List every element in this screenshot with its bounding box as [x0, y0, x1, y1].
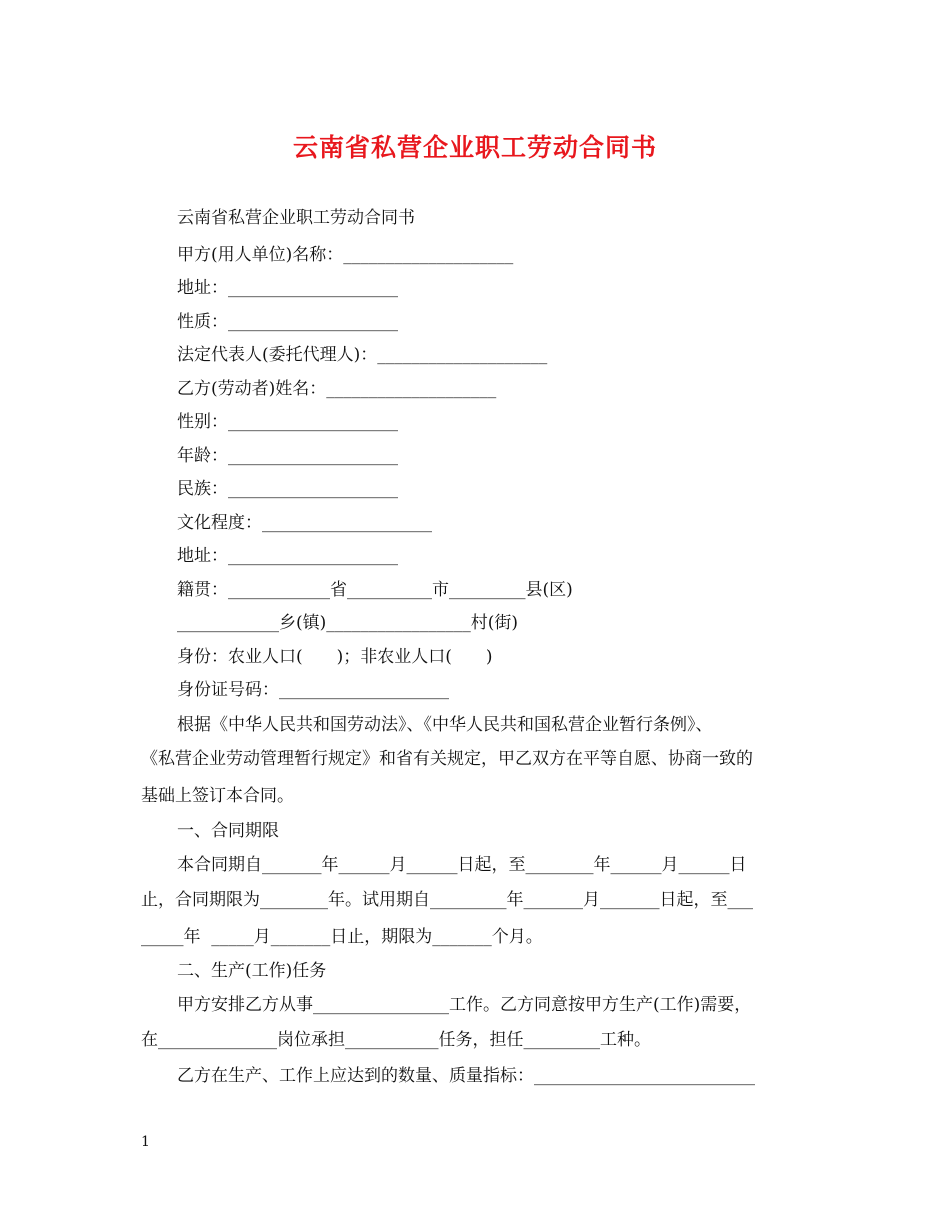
text-line: 地址：____________________ [177, 278, 398, 298]
text-line: 在______________岗位承担___________任务，担任_________工种。 [141, 1030, 651, 1050]
text-line: 《私营企业劳动管理暂行规定》和省有关规定，甲乙双方在平等自愿、协商一致的 [141, 749, 753, 769]
text-line: 文化程度：____________________ [177, 513, 432, 533]
text-line: 云南省私营企业职工劳动合同书 [177, 208, 415, 228]
text-line: 乙方(劳动者)姓名：____________________ [177, 379, 497, 399]
text-line: 性别：____________________ [177, 412, 398, 432]
text-line: 籍贯：____________省__________市_________县(区) [177, 580, 573, 600]
text-line: 法定代表人(委托代理人)：____________________ [177, 345, 548, 365]
text-line: 基础上签订本合同。 [141, 786, 294, 806]
page-number: 1 [141, 1134, 150, 1150]
text-line: 甲方(用人单位)名称：____________________ [177, 245, 514, 265]
text-line: 年龄：____________________ [177, 446, 398, 466]
text-line: 身份：农业人口( )；非农业人口( ) [177, 647, 493, 667]
text-line: 性质：____________________ [177, 312, 398, 332]
section-heading: 二、生产(工作)任务 [177, 961, 327, 981]
text-line: 甲方安排乙方从事________________工作。乙方同意按甲方生产(工作)需要， [177, 995, 752, 1015]
text-line: 止，合同期限为________年。试用期自_________年_______月_______日起，至___ [141, 890, 753, 910]
text-line: 身份证号码：____________________ [177, 680, 449, 700]
document-title: 云南省私营企业职工劳动合同书 [292, 133, 657, 162]
text-line: ____________乡(镇)_________________村(街) [177, 613, 519, 633]
text-line: 根据《中华人民共和国劳动法》、《中华人民共和国私营企业暂行条例》、 [177, 715, 713, 735]
text-line: _____年 _____月_______日止，期限为_______个月。 [141, 927, 543, 947]
text-line: 本合同期自_______年______月______日起，至________年______月______日 [177, 855, 747, 875]
section-heading: 一、合同期限 [177, 821, 279, 841]
text-line: 民族：____________________ [177, 479, 398, 499]
text-line: 乙方在生产、工作上应达到的数量、质量指标：__________________________ [177, 1066, 755, 1086]
text-line: 地址：____________________ [177, 546, 398, 566]
